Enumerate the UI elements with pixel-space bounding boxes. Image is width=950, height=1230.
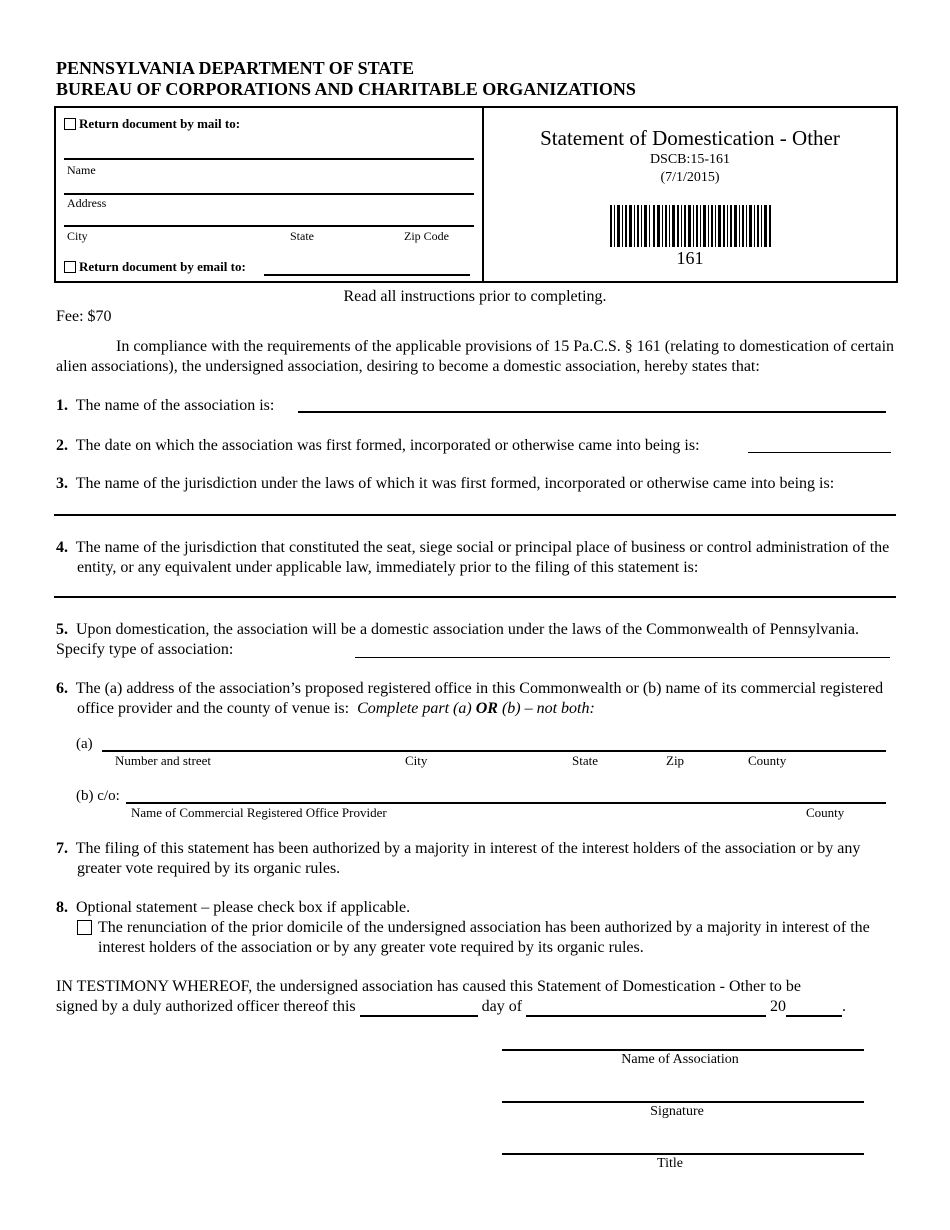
part-a-address-field[interactable] <box>102 750 886 752</box>
barcode-icon <box>609 205 773 247</box>
form-info-box <box>482 106 898 283</box>
name-label: Name <box>67 163 96 177</box>
item-5-text: Upon domestication, the association will be a domestic association under the laws of the Commonwealth of Pennsylvania. Specify type of association: <box>56 621 859 658</box>
form-date: (7/1/2015) <box>660 170 720 185</box>
month-field[interactable] <box>526 999 766 1017</box>
item-5 <box>56 620 896 660</box>
signature-line[interactable] <box>502 1101 864 1103</box>
seat-jurisdiction-field[interactable] <box>54 596 896 598</box>
day-field[interactable] <box>360 999 478 1017</box>
part-b-provider-field[interactable] <box>126 802 886 804</box>
item-1-number: 1. <box>56 397 68 414</box>
testimony-period: . <box>842 998 847 1015</box>
barcode-number: 161 <box>676 248 704 268</box>
item-3-text: The name of the jurisdiction under the laws of which it was first formed, incorporated or otherwise came into being is: <box>75 475 835 492</box>
address-line[interactable] <box>64 193 474 195</box>
state-label-a: State <box>572 753 598 768</box>
item-3-number: 3. <box>56 475 68 492</box>
form-title: Statement of Domestication - Other <box>540 126 840 150</box>
item-7-number: 7. <box>56 840 68 857</box>
renunciation-checkbox[interactable] <box>77 920 95 938</box>
item-8-text: Optional statement – please check box if applicable. <box>76 899 411 916</box>
item-2-number: 2. <box>56 437 68 454</box>
address-label: Address <box>67 196 107 210</box>
item-4-number: 4. <box>56 539 68 556</box>
formation-jurisdiction-field[interactable] <box>54 514 896 516</box>
return-by-email <box>64 259 246 275</box>
bureau-title: BUREAU OF CORPORATIONS AND CHARITABLE ORGANIZATIONS <box>56 79 636 99</box>
testimony-dayof-text: day of <box>481 998 523 1015</box>
dept-title: PENNSYLVANIA DEPARTMENT OF STATE <box>56 58 414 78</box>
county-label-a: County <box>748 753 787 768</box>
testimony-year-prefix: 20 <box>770 998 787 1015</box>
item-1 <box>56 396 274 416</box>
item-5-number: 5. <box>56 621 68 638</box>
city-state-zip-line[interactable] <box>64 225 474 227</box>
city-label-a: City <box>405 753 428 768</box>
item-4-text: The name of the jurisdiction that constituted the seat, siege social or principal place of business or control administration of the entity, or any equivalent under applicable law, immediately prior to the filing of this statement is: <box>75 539 890 576</box>
testimony-line-2 <box>56 997 846 1017</box>
street-label: Number and street <box>115 753 212 768</box>
part-b-label: (b) c/o: <box>76 788 120 804</box>
association-name-field[interactable] <box>298 411 886 413</box>
renunciation-text: The renunciation of the prior domicile of the undersigned association has been authorized by a majority in interest of the interest holders of the association or by any greater vote required by its organic rules. <box>98 919 870 956</box>
item-6 <box>56 679 896 719</box>
name-of-association-label: Name of Association <box>621 1052 739 1067</box>
email-label: Return document by email to: <box>79 259 246 274</box>
item-6-instr-or: OR <box>475 700 498 717</box>
zip-label-a: Zip <box>666 753 685 768</box>
item-7-text: The filing of this statement has been authorized by a majority in interest of the interest holders of the association or by any greater vote required by its organic rules. <box>75 840 861 877</box>
return-by-mail <box>64 116 240 132</box>
intro-paragraph: In compliance with the requirements of the applicable provisions of 15 Pa.C.S. § 161 (relating to domestication of certain alien associations), the undersigned association, desiring to become a domestic association, hereby states that: <box>56 338 895 375</box>
part-a-label: (a) <box>76 736 93 752</box>
item-6-text: The (a) address of the association’s proposed registered office in this Commonwealth or (b) name of its commercial registered office provider and the county of venue is: <box>75 680 884 717</box>
mail-label: Return document by mail to: <box>79 116 241 131</box>
association-type-field[interactable] <box>355 657 890 658</box>
item-4 <box>56 538 901 578</box>
item-2-text: The date on which the association was first formed, incorporated or otherwise came into being is: <box>75 437 700 454</box>
item-1-text: The name of the association is: <box>75 397 275 414</box>
item-3 <box>56 474 834 494</box>
county-label-b: County <box>806 805 845 820</box>
city-label: City <box>67 229 88 243</box>
item-6-instr-b: (b) – not both: <box>501 700 595 717</box>
zip-label: Zip Code <box>404 229 449 243</box>
fee-text: Fee: $70 <box>56 308 112 325</box>
title-label: Title <box>657 1156 683 1171</box>
mail-checkbox[interactable] <box>64 118 76 130</box>
item-2 <box>56 436 700 456</box>
signature-label: Signature <box>650 1104 704 1119</box>
year-field[interactable] <box>786 999 842 1017</box>
item-7 <box>56 839 896 879</box>
state-label: State <box>290 229 314 243</box>
item-6-number: 6. <box>56 680 68 697</box>
provider-label: Name of Commercial Registered Office Provider <box>131 805 387 820</box>
return-document-box <box>54 106 484 283</box>
item-8 <box>56 898 410 918</box>
email-checkbox[interactable] <box>64 261 76 273</box>
name-line[interactable] <box>64 158 474 160</box>
testimony-signed-text: signed by a duly authorized officer thereof this <box>56 998 356 1015</box>
formation-date-field[interactable] <box>748 452 891 453</box>
title-line[interactable] <box>502 1153 864 1155</box>
item-8-number: 8. <box>56 899 68 916</box>
email-line[interactable] <box>264 274 470 276</box>
testimony-line-1: IN TESTIMONY WHEREOF, the undersigned association has caused this Statement of Domestication - Other to be <box>56 978 801 995</box>
item-6-instr-a: Complete part (a) <box>357 700 472 717</box>
instructions-note: Read all instructions prior to completing. <box>343 288 607 305</box>
association-name-signature-line[interactable] <box>502 1049 864 1051</box>
form-code: DSCB:15-161 <box>649 152 731 167</box>
